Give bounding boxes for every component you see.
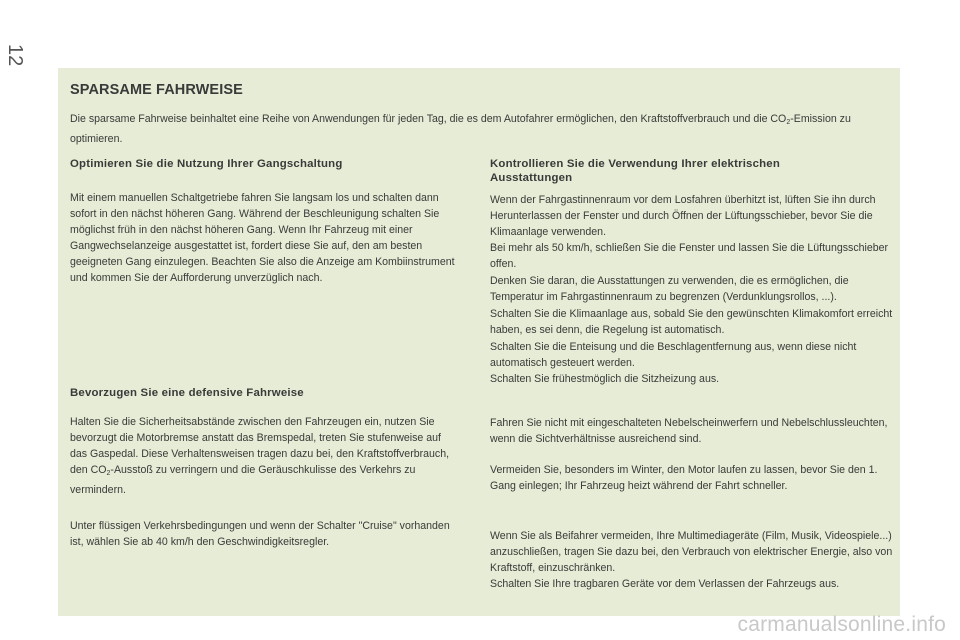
equipment-paragraph-7: Fahren Sie nicht mit eingeschalteten Nebelscheinwerfern und Nebelschlussleuchten, wenn die Sichtverhältnisse ausreichend sind.	[490, 417, 888, 445]
equipment-paragraph-10: Schalten Sie Ihre tragbaren Geräte vor dem Verlassen der Fahrzeugs aus.	[490, 578, 840, 590]
eco-driving-panel	[58, 68, 900, 616]
cruise-paragraph: Unter flüssigen Verkehrsbedingungen und wenn der Schalter "Cruise" vorhanden ist, wählen Sie ab 40 km/h den Geschwindigkeitsregler.	[70, 520, 450, 548]
defensive-paragraph	[70, 414, 454, 498]
page-number: 12	[4, 44, 26, 67]
gears-heading: Optimieren Sie die Nutzung Ihrer Gangschaltung	[70, 158, 343, 170]
equipment-paragraph-2: Bei mehr als 50 km/h, schließen Sie die Fenster und lassen Sie die Lüftungsschieber offen.	[490, 242, 889, 270]
page-title: SPARSAME FAHRWEISE	[70, 82, 243, 98]
equipment-paragraph-6: Schalten Sie frühestmöglich die Sitzheizung aus.	[490, 373, 720, 385]
gears-paragraph: Mit einem manuellen Schaltgetriebe fahren Sie langsam los und schalten dann sofort in den nächst höheren Gang. Während der Beschleunigung schalten Sie möglichst früh in den nächst höheren Gang. Wenn Ihr Fahrzeug mit einer Gangwechselanzeige ausgestattet ist, fordert diese Sie auf, den am besten geeigneten Gang einzulegen. Beachten Sie also die Anzeige am Kombiinstrument und kommen Sie der Aufforderung unverzüglich nach.	[70, 192, 455, 284]
intro-paragraph	[70, 111, 870, 147]
intro-text-post: -Emission zu optimieren.	[70, 113, 851, 145]
defensive-co2-subscript: 2	[106, 470, 111, 477]
equipment-heading: Kontrollieren Sie die Verwendung Ihrer elektrischen Ausstattungen	[490, 158, 780, 184]
watermark: carmanualsonline.info	[737, 613, 946, 636]
defensive-heading: Bevorzugen Sie eine defensive Fahrweise	[70, 387, 304, 399]
equipment-paragraph-1: Wenn der Fahrgastinnenraum vor dem Losfahren überhitzt ist, lüften Sie ihn durch Herunterlassen der Fenster und durch Öffnen der Lüftungsschieber, bevor Sie die Klimaanlage verwenden.	[490, 194, 876, 238]
equipment-paragraph-4: Schalten Sie die Klimaanlage aus, sobald Sie den gewünschten Klimakomfort erreicht haben, es sei denn, die Regelung ist automatisch.	[490, 308, 893, 336]
equipment-paragraph-5: Schalten Sie die Enteisung und die Beschlagentfernung aus, wenn diese nicht automatisch gesteuert werden.	[490, 341, 857, 369]
equipment-paragraph-8: Vermeiden Sie, besonders im Winter, den Motor laufen zu lassen, bevor Sie den 1. Gang einlegen; Ihr Fahrzeug heizt während der Fahrt schneller.	[490, 464, 878, 492]
intro-co2-subscript: 2	[786, 119, 791, 126]
defensive-text-post: -Ausstoß zu verringern und die Geräuschkulisse des Verkehrs zu vermindern.	[70, 464, 416, 496]
intro-text-pre: Die sparsame Fahrweise beinhaltet eine Reihe von Anwendungen für jeden Tag, die es dem Autofahrer ermöglichen, den Kraftstoffverbrauch und die CO	[70, 113, 787, 125]
defensive-text-pre: Halten Sie die Sicherheitsabstände zwischen den Fahrzeugen ein, nutzen Sie bevorzugt die Motorbremse anstatt das Bremspedal, treten Sie stufenweise auf das Gaspedal. Diese Verhaltensweisen tragen dazu bei, den Kraftstoffverbrauch, den CO	[70, 416, 450, 476]
equipment-paragraph-9: Wenn Sie als Beifahrer vermeiden, Ihre Multimediageräte (Film, Musik, Videospiele...) anzuschließen, tragen Sie dazu bei, den Verbrauch von elektrischer Energie, also von Kraftstoff, einzuschränken.	[490, 530, 893, 574]
equipment-paragraph-3: Denken Sie daran, die Ausstattungen zu verwenden, die es ermöglichen, die Temperatur im Fahrgastinnenraum zu begrenzen (Verdunklungsrollos, ...).	[490, 275, 849, 303]
